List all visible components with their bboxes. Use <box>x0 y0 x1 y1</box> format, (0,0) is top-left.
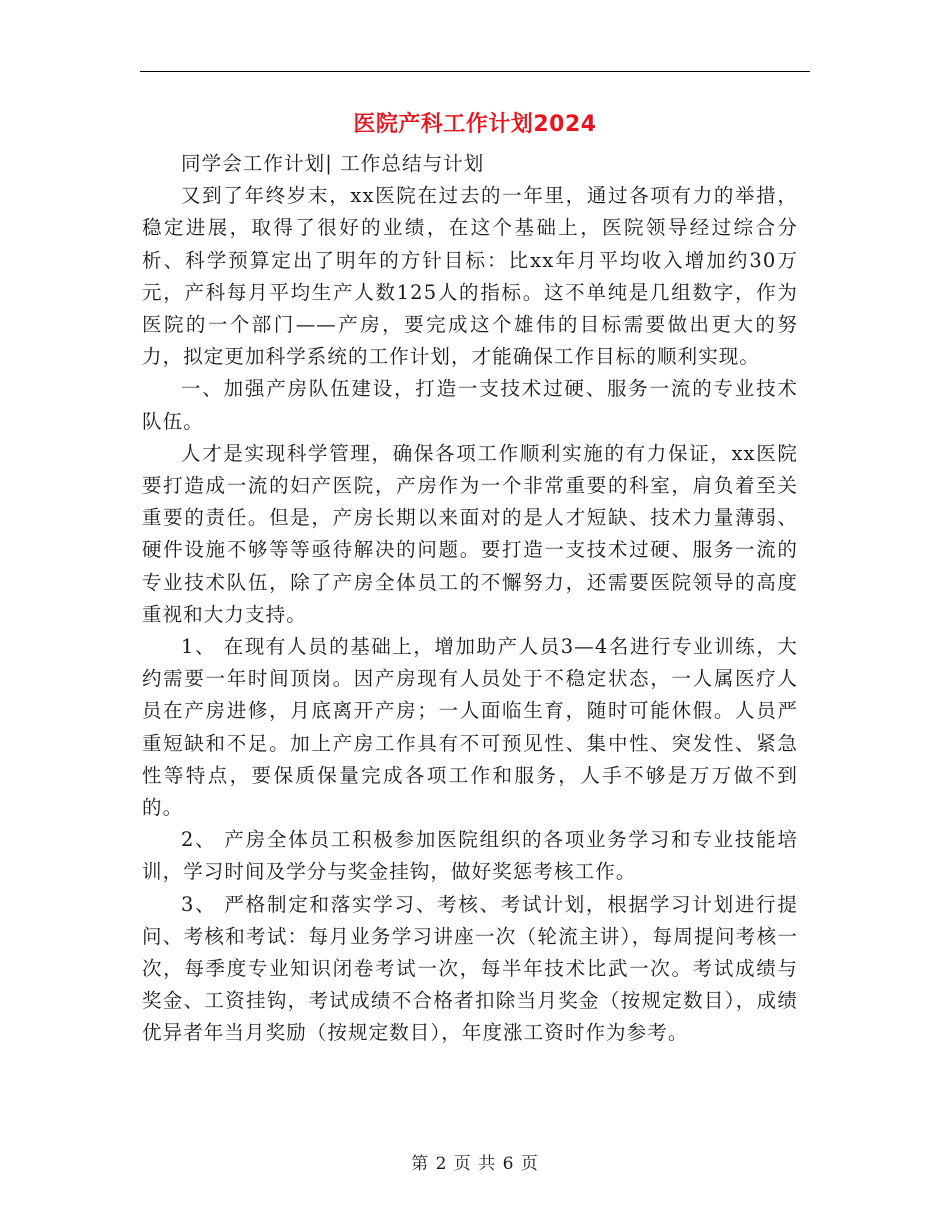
list-item-3: 3、 严格制定和落实学习、考核、考试计划，根据学习计划进行提问、考核和考试：每月业务学习讲座一次（轮流主讲），每周提问考核一次，每季度专业知识闭卷考试一次，每半年技术比武一次。考试成绩与奖金、工资挂钩，考试成绩不合格者扣除当月奖金（按规定数目），成绩优异者年当月奖励（按规定数目），年度涨工资时作为参考。 <box>142 892 798 1045</box>
header-rule <box>140 71 810 72</box>
document-title: 医院产科工作计划2024 <box>353 112 597 137</box>
page-footer: 第 2 页 共 6 页 <box>411 1154 539 1174</box>
list-item-1: 1、 在现有人员的基础上，增加助产人员3—4名进行专业训练，大约需要一年时间顶岗。因产房现有人员处于不稳定状态，一人属医疗人员在产房进修，月底离开产房；一人面临生育，随时可能休假。人员严重短缺和不足。加上产房工作具有不可预见性、集中性、突发性、紧急性等特点，要保质保量完成各项工作和服务，人手不够是万万做不到的。 <box>142 635 798 820</box>
intro-paragraph: 又到了年终岁末，xx医院在过去的一年里，通过各项有力的举措，稳定进展，取得了很好的业绩，在这个基础上，医院领导经过综合分析、科学预算定出了明年的方针目标：比xx年月平均收入增加约30万元，产科每月平均生产人数125人的指标。这不单纯是几组数字，作为医院的一个部门——产房，要完成这个雄伟的目标需要做出更大的努力，拟定更加科学系统的工作计划，才能确保工作目标的顺利实现。 <box>142 184 798 369</box>
document-body <box>142 148 798 1050</box>
section-heading: 一、加强产房队伍建设，打造一支技术过硬、服务一流的专业技术队伍。 <box>142 377 798 433</box>
subtitle-line: 同学会工作计划| 工作总结与计划 <box>181 152 485 175</box>
body-paragraph: 人才是实现科学管理，确保各项工作顺利实施的有力保证，xx医院要打造成一流的妇产医院，产房作为一个非常重要的科室，肩负着至关重要的责任。但是，产房长期以来面对的是人才短缺、技术力量薄弱、硬件设施不够等等亟待解决的问题。要打造一支技术过硬、服务一流的专业技术队伍，除了产房全体员工的不懈努力，还需要医院领导的高度重视和大力支持。 <box>142 441 798 626</box>
list-item-2: 2、 产房全体员工积极参加医院组织的各项业务学习和专业技能培训，学习时间及学分与奖金挂钩，做好奖惩考核工作。 <box>142 828 798 884</box>
